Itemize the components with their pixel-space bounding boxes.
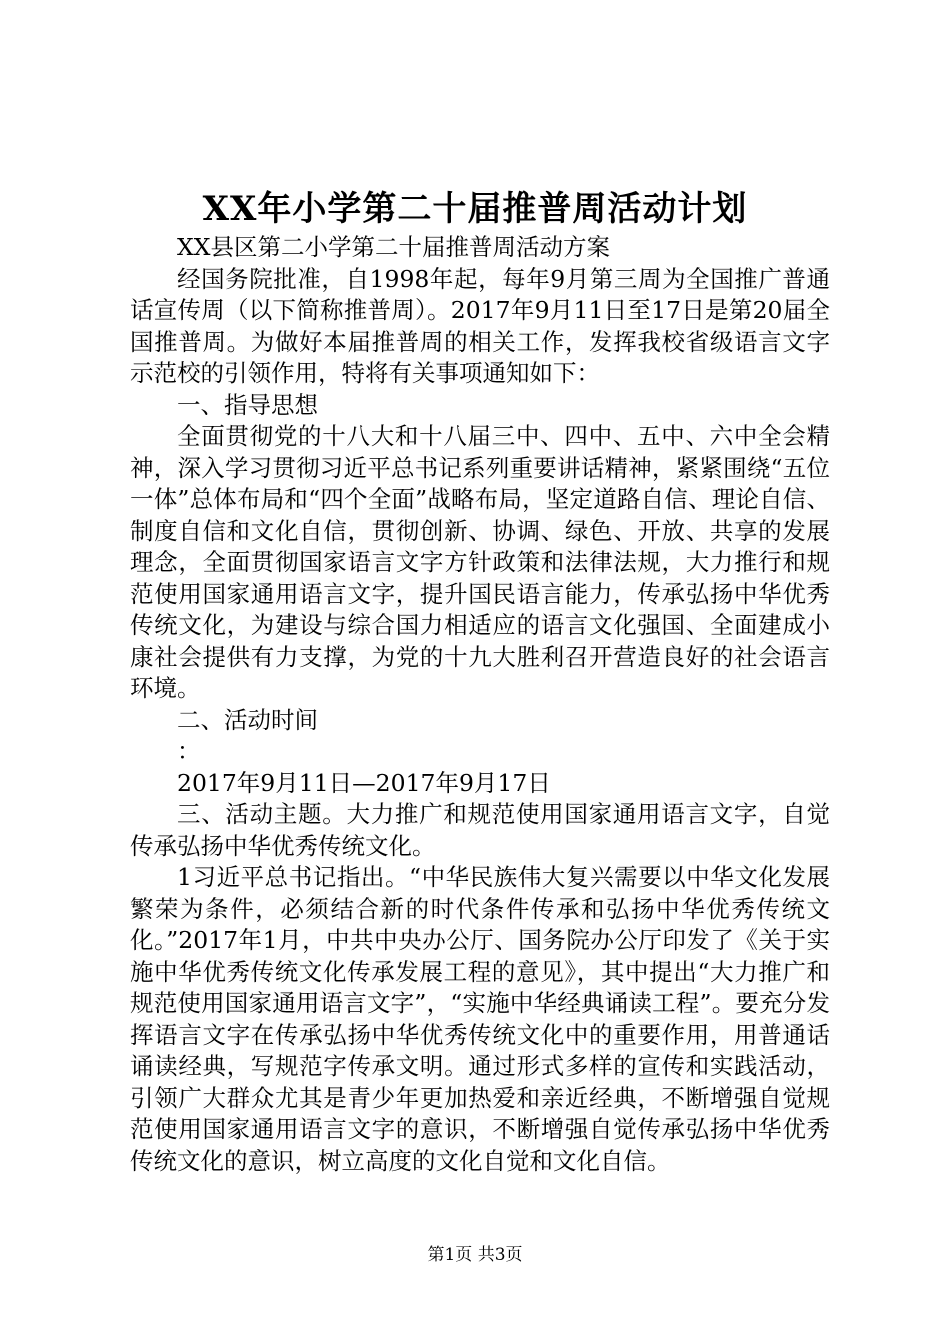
paragraph-intro: 经国务院批准，自1998年起，每年9月第三周为全国推广普通话宣传周（以下简称推普周）。2017年9月11日至17日是第20届全国推普周。为做好本届推普周的相关工作，发挥我校省级语言文字示范校的引领作用，特将有关事项通知如下： [130, 264, 830, 387]
document-body [130, 232, 830, 1177]
paragraph-theme-detail: 1习近平总书记指出。“中华民族伟大复兴需要以中华文化发展繁荣为条件，必须结合新的时代条件传承和弘扬中华优秀传统文化。”2017年1月，中共中央办公厅、国务院办公厅印发了《关于实施中华优秀传统文化传承发展工程的意见》，其中提出“大力推广和规范使用国家通用语言文字”，“实施中华经典诵读工程”。要充分发挥语言文字在传承弘扬中华优秀传统文化中的重要作用，用普通话诵读经典，写规范字传承文明。通过形式多样的宣传和实践活动，引领广大群众尤其是青少年更加热爱和亲近经典，不断增强自觉规范使用国家通用语言文字的意识，不断增强自觉传承弘扬中华优秀传统文化的意识，树立高度的文化自觉和文化自信。 [130, 863, 830, 1175]
paragraph-colon: ： [177, 737, 201, 765]
document-title: XX年小学第二十届推普周活动计划 [202, 189, 748, 229]
page-number-footer: 第1页 共3页 [427, 1245, 523, 1265]
paragraph-plan-name: XX县区第二小学第二十届推普周活动方案 [177, 233, 610, 261]
paragraph-guiding-ideology: 全面贯彻党的十八大和十八届三中、四中、五中、六中全会精神，深入学习贯彻习近平总书记系列重要讲话精神，紧紧围绕“五位一体”总体布局和“四个全面”战略布局，坚定道路自信、理论自信、制度自信和文化自信，贯彻创新、协调、绿色、开放、共享的发展理念，全面贯彻国家语言文字方针政策和法律法规，大力推行和规范使用国家通用语言文字，提升国民语言能力，传承弘扬中华优秀传统文化，为建设与综合国力相适应的语言文化强国、全面建成小康社会提供有力支撑，为党的十九大胜利召开营造良好的社会语言环境。 [130, 422, 830, 702]
heading-guiding-ideology: 一、指导思想 [177, 390, 318, 419]
paragraph-activity-dates: 2017年9月11日—2017年9月17日 [177, 768, 551, 797]
paragraph-activity-theme: 三、活动主题。大力推广和规范使用国家通用语言文字，自觉传承弘扬中华优秀传统文化。 [130, 800, 830, 860]
heading-activity-time: 二、活动时间 [177, 705, 318, 734]
